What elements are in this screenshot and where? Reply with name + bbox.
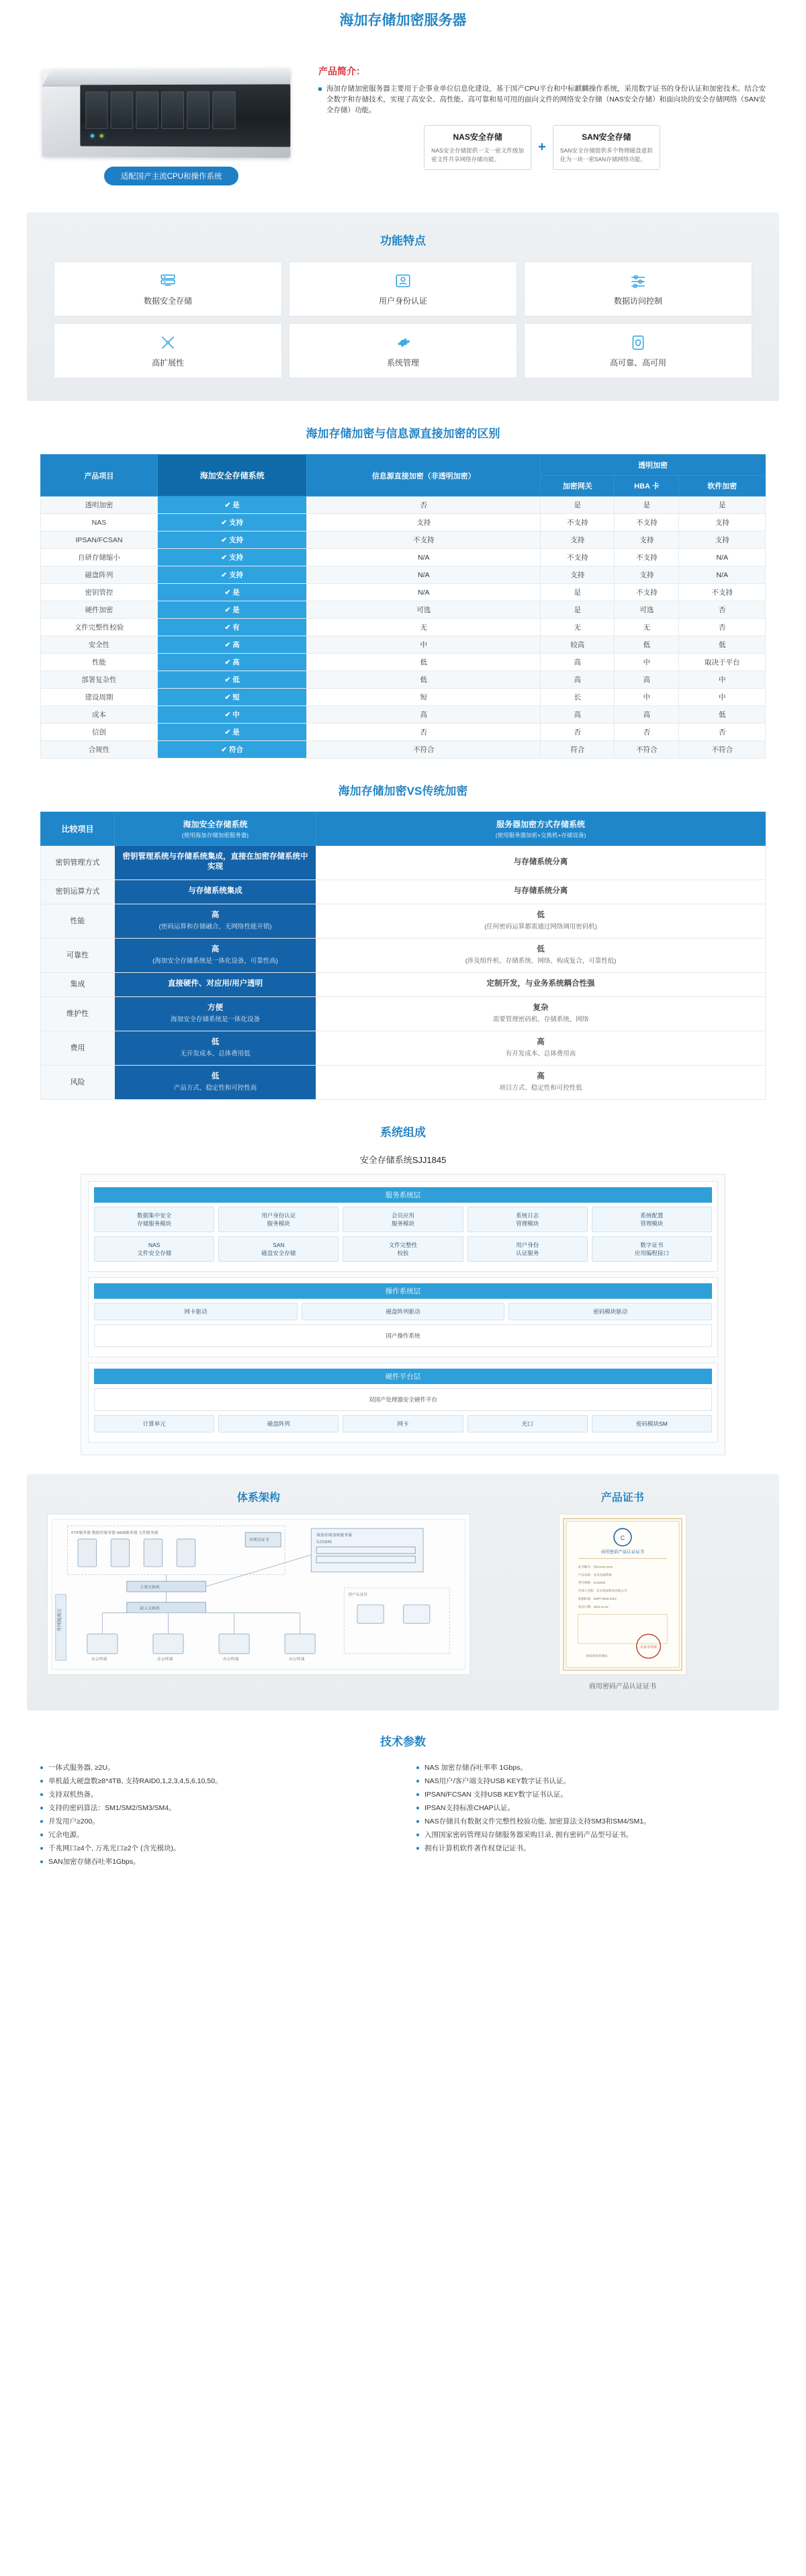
svg-text:SJJ1845: SJJ1845	[316, 1540, 332, 1545]
cell-source: N/A	[307, 549, 541, 566]
cell-gateway: 较高	[541, 636, 615, 654]
vs-cell-haijia: 与存储系统集成	[115, 880, 316, 904]
server-icon	[159, 272, 177, 290]
vs-row-label: 密钥管理方式	[41, 846, 115, 880]
system-layer-title: 服务系统层	[94, 1187, 712, 1203]
system-module: 国产操作系统	[94, 1324, 712, 1347]
diff-section	[0, 401, 806, 759]
cell-product: 性能	[41, 654, 158, 671]
system-module: SAN 磁盘安全存储	[218, 1236, 339, 1262]
table-row	[41, 601, 766, 619]
vs-cell-server: 高 有开发成本、总体费用高	[316, 1031, 766, 1066]
svg-text:C: C	[620, 1534, 625, 1541]
san-card-title: SAN安全存储	[582, 132, 631, 142]
spec-item: IPSAN/FCSAN 支持USB KEY数字证书认证。	[416, 1789, 766, 1801]
sliders-icon	[629, 272, 647, 290]
cell-gateway: 高	[541, 671, 615, 689]
vs-section	[0, 759, 806, 1100]
spec-item: SAN加密存储吞吐率1Gbps。	[40, 1856, 390, 1868]
cell-hba: 否	[615, 724, 679, 741]
cell-haijia: ✔ 支持	[157, 514, 307, 531]
cell-software: 取决于平台	[679, 654, 766, 671]
vs-row-label: 风险	[41, 1066, 115, 1100]
vs-cell-server: 与存储系统分离	[316, 846, 766, 880]
cell-source: 否	[307, 497, 541, 514]
spec-item: 单机最大硬盘数≥8*4TB, 支持RAID0,1,2,3,4,5,6,10,50。	[40, 1776, 390, 1787]
hero-image-column	[40, 62, 302, 185]
cell-haijia: ✔ 短	[157, 689, 307, 706]
user-id-icon	[394, 272, 412, 290]
table-row	[41, 904, 766, 939]
system-layer-title: 硬件平台层	[94, 1369, 712, 1384]
cell-hba: 是	[615, 497, 679, 514]
table-row	[41, 706, 766, 724]
architecture-title: 体系架构	[236, 1492, 280, 1504]
feature-label: 数据访问控制	[613, 296, 662, 306]
spec-item: 并发用户≥200。	[40, 1816, 390, 1828]
cell-software: 不支持	[679, 584, 766, 601]
svg-text:外网隔离区: 外网隔离区	[57, 1608, 62, 1631]
svg-text:申请人名称：北京海加科技有限公司: 申请人名称：北京海加科技有限公司	[578, 1589, 627, 1593]
specs-columns	[40, 1762, 766, 1870]
hero-text-column	[318, 62, 766, 170]
cell-gateway: 长	[541, 689, 615, 706]
cell-source: 不支持	[307, 531, 541, 549]
hero-badge: 适配国产主流CPU和操作系统	[104, 167, 238, 185]
cell-source: N/A	[307, 566, 541, 584]
svg-text:依据标准：GM/T 0028-2014: 依据标准：GM/T 0028-2014	[578, 1596, 617, 1600]
cell-software: 否	[679, 724, 766, 741]
svg-text:接入交换机: 接入交换机	[140, 1606, 160, 1611]
svg-text:办公终端: 办公终端	[156, 1658, 173, 1662]
system-title: 系统组成	[380, 1126, 426, 1139]
system-module: 系统配置 管理模块	[592, 1207, 712, 1232]
certificate-title: 产品证书	[600, 1492, 644, 1504]
diff-col-gateway: 加密网关	[541, 476, 615, 497]
architecture-panel	[47, 1485, 470, 1690]
svg-text:用户认证区: 用户认证区	[348, 1592, 368, 1597]
cell-source: 高	[307, 706, 541, 724]
cell-product: 磁盘阵列	[41, 566, 158, 584]
system-module: 网卡驱动	[94, 1303, 298, 1320]
svg-text:办公终端: 办公终端	[288, 1658, 305, 1662]
feature-label: 高可靠、高可用	[609, 357, 666, 368]
diff-col-transparent-group: 透明加密	[541, 455, 766, 476]
svg-text:认证专用章: 认证专用章	[640, 1646, 657, 1650]
features-section	[27, 212, 779, 401]
cell-hba: 不支持	[615, 584, 679, 601]
certificate-caption: 商用密码产品认证证书	[588, 1683, 656, 1690]
specs-title: 技术参数	[380, 1735, 426, 1748]
vs-col-item: 比较项目	[41, 812, 115, 846]
feature-label: 用户身份认证	[378, 296, 427, 306]
cell-source: 低	[307, 671, 541, 689]
system-module: 网卡	[343, 1415, 463, 1432]
cell-gateway: 不支持	[541, 514, 615, 531]
cell-source: 否	[307, 724, 541, 741]
svg-text:办公终端: 办公终端	[222, 1658, 239, 1662]
system-module: NAS 文件安全存储	[94, 1236, 214, 1262]
spec-item: 支持双机热备。	[40, 1789, 390, 1801]
cell-product: 硬件加密	[41, 601, 158, 619]
system-module: 计算单元	[94, 1415, 214, 1432]
cell-hba: 不支持	[615, 549, 679, 566]
table-row	[41, 514, 766, 531]
svg-text:国家密码管理局: 国家密码管理局	[586, 1654, 608, 1658]
gear-icon	[394, 334, 412, 351]
cell-product: 成本	[41, 706, 158, 724]
spec-item: NAS存储具有数据文件完整性校验功能, 加密算法支持SM3和SM4/SM1。	[416, 1816, 766, 1828]
system-row	[94, 1324, 712, 1347]
diff-table	[40, 454, 766, 759]
cell-gateway: 是	[541, 497, 615, 514]
vs-col-server-main: 服务器加密方式存储系统	[496, 820, 585, 829]
vs-cell-haijia: 低 无开发成本、总体费用低	[115, 1031, 316, 1066]
system-module: 密码模块驱动	[508, 1303, 712, 1320]
hero-title: 海加存储加密服务器	[339, 13, 467, 28]
cell-gateway: 否	[541, 724, 615, 741]
svg-text:主要交换机: 主要交换机	[140, 1586, 160, 1590]
cell-software: 中	[679, 689, 766, 706]
feature-cell	[289, 261, 517, 316]
vs-cell-server: 低 (任何密码运算都需通过网络调用密码机)	[316, 904, 766, 939]
cell-hba: 低	[615, 636, 679, 654]
cell-hba: 支持	[615, 531, 679, 549]
specs-left-list	[40, 1762, 390, 1870]
system-module: 用户身份 认证服务	[467, 1236, 588, 1262]
vs-cell-server: 定制开发，与业务系统耦合性强	[316, 973, 766, 997]
cell-software: 否	[679, 601, 766, 619]
cell-source: 低	[307, 654, 541, 671]
cell-software: 支持	[679, 531, 766, 549]
svg-text:管理员证书: 管理员证书	[249, 1538, 269, 1543]
intro-item: 海加存储加密服务器主要用于企事业单位信息化建设，基于国产CPU平台和中标麒麟操作系统，采用数字证书的身份认证和加密技术。结合安全数字和存储技术，实现了高安全、高性能、高可靠和易可用的面向文件的网络安全存储（NAS安全存储）和面向块的安全存储网络（SAN安全存储）功能。	[318, 83, 766, 116]
system-layer	[88, 1277, 718, 1357]
vs-row-label: 维护性	[41, 997, 115, 1031]
system-subtitle: 安全存储系统SJJ1845	[359, 1155, 447, 1165]
feature-cell	[524, 323, 752, 378]
intro-title: 产品简介：	[318, 66, 365, 77]
cell-source: 中	[307, 636, 541, 654]
svg-text:海加存储加密服务器: 海加存储加密服务器	[316, 1533, 353, 1538]
nas-card	[424, 125, 531, 170]
features-title: 功能特点	[380, 234, 426, 247]
feature-label: 数据安全存储	[143, 296, 192, 306]
spec-item: 一体式服务器, ≥2U。	[40, 1762, 390, 1774]
cell-source: 无	[307, 619, 541, 636]
diff-col-product: 产品项目	[41, 455, 158, 497]
vs-col-haijia-sub: (使用海加存储加密服务器)	[181, 832, 249, 839]
system-section	[0, 1100, 806, 1455]
cell-product: 合规性	[41, 741, 158, 759]
cell-gateway: 高	[541, 654, 615, 671]
cell-product: 自研存储缩小	[41, 549, 158, 566]
svg-text:产品名称：安全存储系统: 产品名称：安全存储系统	[578, 1573, 612, 1577]
cell-software: 低	[679, 636, 766, 654]
diff-col-hba: HBA 卡	[615, 476, 679, 497]
vs-cell-haijia: 密钥管理系统与存储系统集成，直接在加密存储系统中实现	[115, 846, 316, 880]
vs-row-label: 性能	[41, 904, 115, 939]
system-module: 磁盘阵列驱动	[302, 1303, 505, 1320]
system-module: 磁盘阵列	[218, 1415, 339, 1432]
table-row	[41, 531, 766, 549]
table-row	[41, 1066, 766, 1100]
system-layer-title: 操作系统层	[94, 1283, 712, 1299]
cell-haijia: ✔ 中	[157, 706, 307, 724]
nas-card-text: NAS安全存储提供一文一密文件级加密文件共享网络存储功能。	[431, 147, 525, 163]
system-row	[94, 1303, 712, 1320]
vs-cell-haijia: 方便 海加安全存储系统是一体化设备	[115, 997, 316, 1031]
specs-section	[0, 1711, 806, 1897]
cell-hba: 中	[615, 689, 679, 706]
specs-right-list	[416, 1762, 766, 1870]
system-row	[94, 1236, 712, 1262]
system-module: 系统日志 管理模块	[467, 1207, 588, 1232]
cell-hba: 中	[615, 654, 679, 671]
system-row	[94, 1207, 712, 1232]
cell-hba: 不支持	[615, 514, 679, 531]
hero-section	[0, 42, 806, 206]
svg-text:型号规格：SJJ1845: 型号规格：SJJ1845	[578, 1581, 606, 1585]
shield-doc-icon	[629, 334, 647, 351]
vs-cell-server: 复杂 需要管理密码机、存储系统、网络	[316, 997, 766, 1031]
cell-product: 透明加密	[41, 497, 158, 514]
system-row	[94, 1415, 712, 1432]
cell-gateway: 无	[541, 619, 615, 636]
system-module: 双国产处理器安全硬件平台	[94, 1388, 712, 1411]
table-row	[41, 741, 766, 759]
spec-item: 支持的密码算法：SM1/SM2/SM3/SM4。	[40, 1803, 390, 1814]
table-row	[41, 671, 766, 689]
svg-text:办公终端: 办公终端	[91, 1658, 107, 1662]
cell-gateway: 符合	[541, 741, 615, 759]
cell-product: 建设周期	[41, 689, 158, 706]
cell-gateway: 支持	[541, 531, 615, 549]
spec-item: 千兆网口≥4个, 万兆光口≥2个 (含光模块)。	[40, 1843, 390, 1854]
spec-item: IPSAN支持标准CHAP认证。	[416, 1803, 766, 1814]
cell-software: N/A	[679, 566, 766, 584]
system-module: 数据集中安全 存储服务模块	[94, 1207, 214, 1232]
cell-gateway: 支持	[541, 566, 615, 584]
feature-label: 高扩展性	[151, 357, 184, 368]
cell-software: N/A	[679, 549, 766, 566]
cell-haijia: ✔ 低	[157, 671, 307, 689]
vs-table	[40, 812, 766, 1100]
storage-mode-cards	[318, 125, 766, 170]
table-row	[41, 566, 766, 584]
diff-title: 海加存储加密与信息源直接加密的区别	[306, 427, 500, 440]
diff-table-body	[41, 497, 766, 759]
feature-cell	[54, 261, 282, 316]
spec-item: 拥有计算机软件著作权登记证书。	[416, 1843, 766, 1854]
vs-cell-haijia: 低 产品方式、稳定性和可控性高	[115, 1066, 316, 1100]
table-row	[41, 636, 766, 654]
cell-software: 否	[679, 619, 766, 636]
system-module: 用户身份认证 服务模块	[218, 1207, 339, 1232]
cell-source: 支持	[307, 514, 541, 531]
system-module: 数字证书 应用编程接口	[592, 1236, 712, 1262]
feature-cell	[54, 323, 282, 378]
table-row	[41, 846, 766, 880]
spec-item: 入围国家密码管理局存储服务器采购目录, 拥有密码产品型号证书。	[416, 1830, 766, 1841]
cell-software: 低	[679, 706, 766, 724]
cell-haijia: ✔ 是	[157, 584, 307, 601]
cell-haijia: ✔ 符合	[157, 741, 307, 759]
system-layer	[88, 1363, 718, 1443]
system-row	[94, 1388, 712, 1411]
svg-text:证书编号：GM-xxxx-xxxx: 证书编号：GM-xxxx-xxxx	[578, 1565, 613, 1569]
cell-software: 不符合	[679, 741, 766, 759]
cell-software: 支持	[679, 514, 766, 531]
cell-haijia: ✔ 支持	[157, 549, 307, 566]
server-product-image	[42, 68, 291, 158]
cell-hba: 无	[615, 619, 679, 636]
cell-haijia: ✔ 支持	[157, 531, 307, 549]
vs-cell-server: 高 项目方式、稳定性和可控性低	[316, 1066, 766, 1100]
spec-item: NAS用户/客户端支持USB KEY数字证书认证。	[416, 1776, 766, 1787]
table-row	[41, 973, 766, 997]
spec-item: NAS 加密存储吞吐率率 1Gbps。	[416, 1762, 766, 1774]
diff-col-software: 软件加密	[679, 476, 766, 497]
cell-product: IPSAN/FCSAN	[41, 531, 158, 549]
cell-software: 中	[679, 671, 766, 689]
cell-source: 短	[307, 689, 541, 706]
cell-product: 部署复杂性	[41, 671, 158, 689]
cell-haijia: ✔ 高	[157, 654, 307, 671]
vs-row-label: 集成	[41, 973, 115, 997]
intro-list	[318, 83, 766, 116]
table-row	[41, 654, 766, 671]
vs-col-server-sub: (使用服务器加密+交换机+存储设备)	[495, 832, 586, 839]
architecture-diagram	[47, 1514, 470, 1675]
certificate-panel	[486, 1485, 759, 1690]
system-module: 会员应用 服务模块	[343, 1207, 463, 1232]
cell-hba: 支持	[615, 566, 679, 584]
cell-product: NAS	[41, 514, 158, 531]
cell-hba: 可选	[615, 601, 679, 619]
system-module: 光口	[467, 1415, 588, 1432]
feature-cell	[289, 323, 517, 378]
cell-hba: 高	[615, 671, 679, 689]
cell-source: N/A	[307, 584, 541, 601]
table-row	[41, 619, 766, 636]
table-row	[41, 689, 766, 706]
san-card-text: SAN安全存储提供多个物理磁盘虚拟化为一块一密SAN存储网络功能。	[559, 147, 653, 163]
vs-table-body	[41, 846, 766, 1100]
vs-row-label: 密钥运算方式	[41, 880, 115, 904]
svg-text:FTP服务器 数据库服务器 WEB服务器 文件服务器: FTP服务器 数据库服务器 WEB服务器 文件服务器	[71, 1531, 159, 1535]
architecture-svg	[48, 1514, 469, 1674]
table-row	[41, 549, 766, 566]
cell-haijia: ✔ 有	[157, 619, 307, 636]
cell-haijia: ✔ 高	[157, 636, 307, 654]
table-row	[41, 584, 766, 601]
architecture-section	[27, 1474, 779, 1711]
cell-software: 是	[679, 497, 766, 514]
diff-col-haijia: 海加安全存储系统	[157, 455, 307, 497]
table-row	[41, 997, 766, 1031]
cell-product: 信创	[41, 724, 158, 741]
svg-text:发证日期：2021-xx-xx: 发证日期：2021-xx-xx	[578, 1604, 609, 1608]
certificate-image	[559, 1514, 686, 1675]
cell-haijia: ✔ 支持	[157, 566, 307, 584]
spec-item: 冗余电源。	[40, 1830, 390, 1841]
system-layer	[88, 1181, 718, 1272]
vs-col-server	[316, 812, 766, 846]
features-grid	[54, 261, 752, 378]
table-row	[41, 880, 766, 904]
table-row	[41, 939, 766, 973]
diff-col-source: 信息源直接加密（非透明加密）	[307, 455, 541, 497]
cell-haijia: ✔ 是	[157, 497, 307, 514]
vs-col-haijia-main: 海加安全存储系统	[183, 820, 248, 829]
expand-icon	[159, 334, 177, 351]
san-card	[553, 125, 660, 170]
cell-gateway: 高	[541, 706, 615, 724]
vs-row-label: 费用	[41, 1031, 115, 1066]
cell-hba: 不符合	[615, 741, 679, 759]
feature-cell	[524, 261, 752, 316]
cell-haijia: ✔ 是	[157, 601, 307, 619]
vs-cell-server: 与存储系统分离	[316, 880, 766, 904]
table-row	[41, 724, 766, 741]
cell-product: 文件完整性校验	[41, 619, 158, 636]
system-diagram	[81, 1174, 725, 1455]
vs-cell-server: 低 (涉及组件机、存储系统、网络、构成复合，可靠性低)	[316, 939, 766, 973]
vs-cell-haijia: 直接硬件、对应用/用户透明	[115, 973, 316, 997]
vs-cell-haijia: 高 (密码运算和存储融合、无网络性能开销)	[115, 904, 316, 939]
table-row	[41, 497, 766, 514]
cell-product: 密钥管控	[41, 584, 158, 601]
table-row	[41, 1031, 766, 1066]
vs-cell-haijia: 高 (海加安全存储系统是一体化设备，可靠性高)	[115, 939, 316, 973]
feature-label: 系统管理	[386, 357, 419, 368]
cell-gateway: 是	[541, 584, 615, 601]
cell-source: 可选	[307, 601, 541, 619]
svg-text:商用密码产品认证证书: 商用密码产品认证证书	[600, 1549, 644, 1555]
system-module: 文件完整性 校验	[343, 1236, 463, 1262]
system-module: 密码模块SM	[592, 1415, 712, 1432]
cell-product: 安全性	[41, 636, 158, 654]
cell-hba: 高	[615, 706, 679, 724]
cell-haijia: ✔ 是	[157, 724, 307, 741]
vs-col-haijia	[115, 812, 316, 846]
vs-title: 海加存储加密VS传统加密	[338, 785, 468, 798]
cell-gateway: 不支持	[541, 549, 615, 566]
cell-gateway: 是	[541, 601, 615, 619]
nas-card-title: NAS安全存储	[453, 132, 502, 142]
cell-source: 不符合	[307, 741, 541, 759]
vs-row-label: 可靠性	[41, 939, 115, 973]
plus-symbol: +	[538, 140, 546, 155]
certificate-svg	[559, 1514, 686, 1674]
